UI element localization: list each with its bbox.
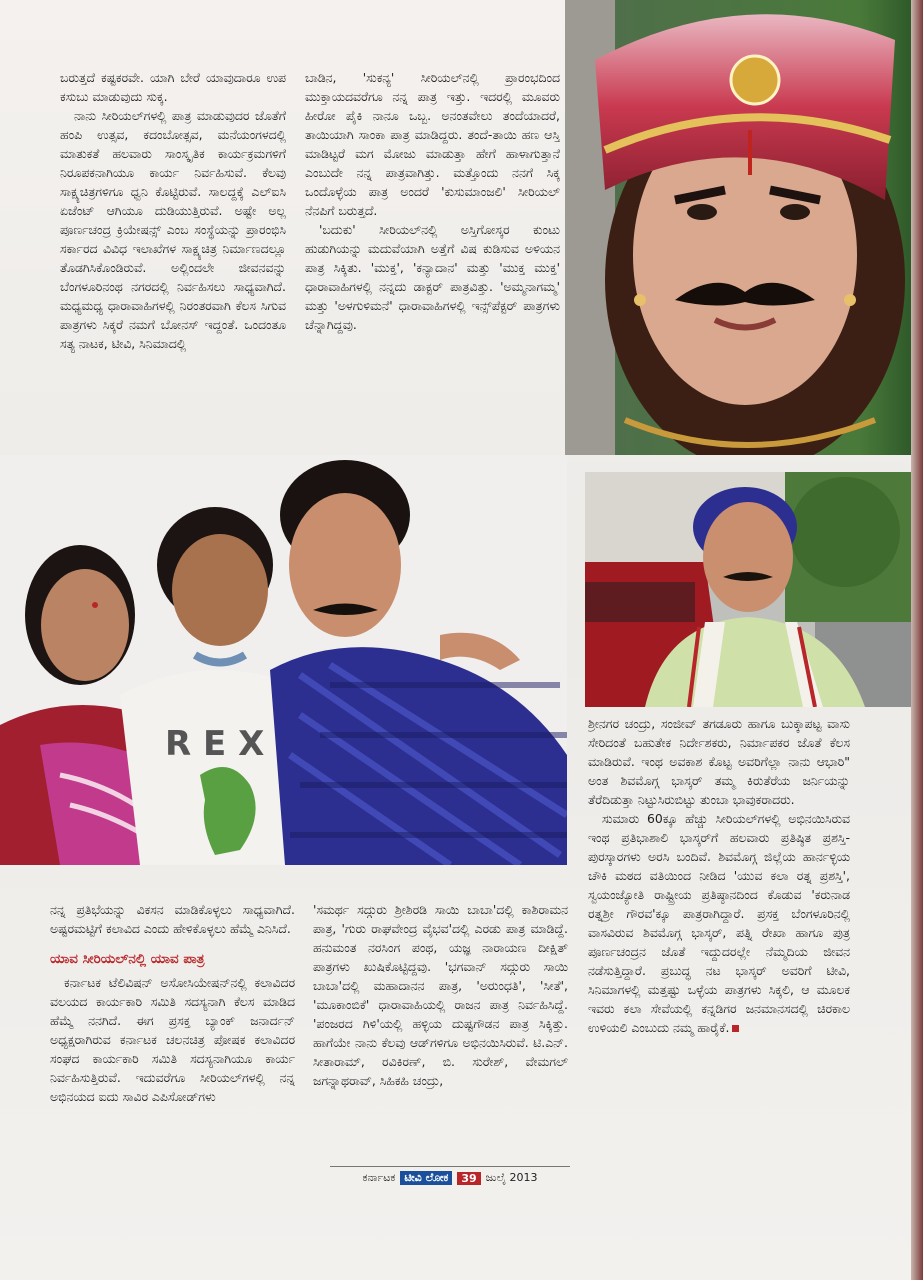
photo-actor-costume-illustration xyxy=(565,0,911,455)
footer-tv-text: ಟೀವಿ xyxy=(404,1171,422,1184)
paragraph: ಬಾಡಿನ, 'ಸುಕನ್ಯ' ಸೀರಿಯಲ್‌ನಲ್ಲಿ ಪ್ರಾರಂಭದಿಂದ ಮುಕ್ತಾಯದವರೆಗೂ ನನ್ನ ಪಾತ್ರ ಇತ್ತು. ಇದರಲ್ಲಿ ಮೂವರು ಹೀರೋ ಪೈಕಿ ನಾನೂ ಒಬ್ಬ. ಅನಂತವೇಲು ತಂದೆಯಾದರೆ, ತಾಯಿಯಾಗಿ ಸಾಂಕಾ ಪಾತ್ರ ಮಾಡಿದ್ದರು. ತಂದೆ-ತಾಯಿ ಹಣ ಆಸ್ತಿ ಮಾಡಿಟ್ಟರೆ ಮಗ ಮೋಜು ಮಾಡುತ್ತಾ ಹೇಗೆ ಹಾಳಾಗುತ್ತಾನೆ ಎಂಬುದೇ ನನ್ನ ಪಾತ್ರವಾಗಿತ್ತು. ಮತ್ತೊಂದು ನನಗೆ ಸಿಕ್ಕ ಒಂದೊಳ್ಳೆಯ ಪಾತ್ರ ಅಂದರೆ 'ಕುಸುಮಾಂಜಲಿ' ಸೀರಿಯಲ್ ನೆನಪಿಗೆ ಬರುತ್ತದೆ. xyxy=(305,70,560,218)
page-edge xyxy=(911,0,923,1280)
paragraph: ನನ್ನ ಪ್ರತಿಭೆಯನ್ನು ವಿಕಸನ ಮಾಡಿಕೊಳ್ಳಲು ಸಾಧ್ಯವಾಗಿದೆ. ಅಷ್ಟರಮಟ್ಟಿಗೆ ಕಲಾವಿದ ಎಂದು ಹೇಳಿಕೊಳ್ಳಲು ಹೆಮ್ಮೆ ಎನಿಸಿದೆ. xyxy=(50,902,295,936)
paragraph: 'ಬದುಕು' ಸೀರಿಯಲ್‌ನಲ್ಲಿ ಅಸ್ತಿಗೋಸ್ಕರ ಕುಂಟು ಹುಡುಗಿಯನ್ನು ಮದುವೆಯಾಗಿ ಅತ್ತೆಗೆ ವಿಷ ಕುಡಿಸುವ ಅಳಿಯನ ಪಾತ್ರ ಸಿಕ್ಕಿತು. 'ಮುಕ್ತ', 'ಕನ್ಯಾದಾನ' ಮತ್ತು 'ಮುಕ್ತ ಮುಕ್ತ' ಧಾರಾವಾಹಿಗಳಲ್ಲಿ ನನ್ನದು ಡಾಕ್ಟರ್ ಪಾತ್ರವಿತ್ತು. 'ಅಮ್ಮನಾಗಮ್ಮ' ಮತ್ತು 'ಅಳಗುಳಿಮನೆ' ಧಾರಾವಾಹಿಗಳಲ್ಲಿ ಇನ್ಸ್‌ಪೆಕ್ಟರ್ ಪಾತ್ರಗಳು ಚೆನ್ನಾಗಿದ್ದವು. xyxy=(305,222,560,332)
article-col2-top xyxy=(305,68,560,468)
footer-section-text: ಲೋಕ xyxy=(425,1171,449,1184)
paragraph-text: ಸುಮಾರು 60ಕ್ಕೂ ಹೆಚ್ಚು ಸೀರಿಯಲ್‌ಗಳಲ್ಲಿ ಅಭಿನಯಿಸಿರುವ ಇಂಥ ಪ್ರತಿಭಾಶಾಲಿ ಭಾಸ್ಕರ್‌ಗೆ ಹಲವಾರು ಪ್ರತಿಷ್ಠಿತ ಪ್ರಶಸ್ತಿ-ಪುರಸ್ಕಾರಗಳು ಅರಸಿ ಬಂದಿವೆ. ಶಿವಮೊಗ್ಗ ಜಿಲ್ಲೆಯ ಹಾರ್ನಳ್ಳಿಯ ಚೌಕಿ ಮಠದ ವತಿಯಿಂದ ನೀಡಿದ 'ಯುವ ಕಲಾ ರತ್ನ ಪ್ರಶಸ್ತಿ', ಸ್ವಯಂಜ್ಯೋತಿ ರಾಷ್ಟ್ರೀಯ ಪ್ರತಿಷ್ಠಾನದಿಂದ ಕೊಡುವ 'ಕರುನಾಡ ರತ್ನಶ್ರೀ ಗೌರವ'ಕ್ಕೂ ಪಾತ್ರರಾಗಿದ್ದಾರೆ. ಪ್ರಸಕ್ತ ಬೆಂಗಳೂರಿನಲ್ಲಿ ವಾಸವಿರುವ ಶಿವಮೊಗ್ಗ ಭಾಸ್ಕರ್, ಪತ್ನಿ ರೇಖಾ ಹಾಗೂ ಪುತ್ರ ಪೂರ್ಣಚಂದ್ರನ ಜೊತೆ ಇದ್ದುದರಲ್ಲೇ ನೆಮ್ಮದಿಯ ಜೀವನ ನಡೆಸುತ್ತಿದ್ದಾರೆ. ಪ್ರಬುದ್ಧ ನಟ ಭಾಸ್ಕರ್ ಅವರಿಗೆ ಟೀವಿ, ಸಿನಿಮಾಗಳಲ್ಲಿ ಮತ್ತಷ್ಟು ಒಳ್ಳೆಯ ಪಾತ್ರಗಳು ಸಿಕ್ಕಲಿ, ಆ ಮೂಲಕ ಇವರು ಕಲಾ ಸೇವೆಯಲ್ಲಿ ಕನ್ನಡಿಗರ ಜನಮಾನಸದಲ್ಲಿ ಚಿರಕಾಲ ಉಳಿಯಲಿ ಎಂಬುದು ನಮ್ಮ ಹಾರೈಕೆ. xyxy=(588,811,850,1035)
footer-magazine-name: ಕರ್ನಾಟಕ xyxy=(362,1171,396,1184)
photo-actor-outdoor-illustration xyxy=(585,472,911,707)
paragraph xyxy=(588,809,850,1037)
photo-family-illustration xyxy=(0,455,567,865)
photo-family xyxy=(0,455,567,865)
paragraph: ಬರುತ್ತದೆ ಕಷ್ಟಕರವೇ. ಯಾಗಿ ಬೇರೆ ಯಾವುದಾರೂ ಉಪ ಕಸುಬು ಮಾಡುವುದು ಸುಕ್ಕ. xyxy=(60,70,286,104)
shirt-print-text: R E X xyxy=(165,724,265,764)
photo-actor-costume xyxy=(565,0,911,455)
section-heading: ಯಾವ ಸೀರಿಯಲ್‌ನಲ್ಲಿ ಯಾವ ಪಾತ್ರ xyxy=(50,951,205,967)
photo-actor-outdoor xyxy=(585,472,911,707)
paragraph: ಕರ್ನಾಟಕ ಟೆಲಿವಿಷನ್ ಅಸೋಸಿಯೇಷನ್‌ನಲ್ಲಿ ಕಲಾವಿದರ ವಲಯದ ಕಾರ್ಯಕಾರಿ ಸಮಿತಿ ಸದಸ್ಯನಾಗಿ ಕೆಲಸ ಮಾಡಿದ ಹೆಮ್ಮೆ ನನಗಿದೆ. ಈಗ ಪ್ರಸಕ್ತ ಬ್ಯಾಂಕ್ ಜನಾರ್ದನ್ ಅಧ್ಯಕ್ಷರಾಗಿರುವ ಕರ್ನಾಟಕ ಚಲನಚಿತ್ರ ಪೋಷಕ ಕಲಾವಿದರ ಸಂಘದ ಕಾರ್ಯಕಾರಿ ಸಮಿತಿ ಸದಸ್ಯನಾಗಿಯೂ ಕಾರ್ಯ ನಿರ್ವಹಿಸುತ್ತಿರುವೆ. ಇದುವರೆಗೂ ಸೀರಿಯಲ್‌ಗಳಲ್ಲಿ ನನ್ನ ಅಭಿನಯದ ಐದು ಸಾವಿರ ಎಪಿಸೋಡ್‌ಗಳು xyxy=(50,975,295,1104)
paragraph: ಶ್ರೀನಗರ ಚಂದ್ರು, ಸಂಜೀವ್ ತಗಡೂರು ಹಾಗೂ ಬುಕ್ಕಾಪಟ್ಟ ವಾಸು ಸೇರಿದಂತೆ ಬಹುತೇಕ ನಿರ್ದೇಶಕರು, ನಿರ್ಮಾಪಕರ ಜೊತೆ ಕೆಲಸ ಮಾಡಿರುವೆ. ಇಂಥ ಅವಕಾಶ ಕೊಟ್ಟ ಅವರಿಗೆಲ್ಲಾ ನಾನು ಆಭಾರಿ" ಅಂತ ಶಿವಮೊಗ್ಗ ಭಾಸ್ಕರ್ ತಮ್ಮ ಕಿರುತೆರೆಯ ಜರ್ನಿಯನ್ನು ತೆರೆದಿಡುತ್ತಾ ನಿಟ್ಟುಸಿರುಬಿಟ್ಟು ತುಂಬಾ ಭಾವುಕರಾದರು. xyxy=(588,716,850,807)
footer-date: ಜುಲೈ 2013 xyxy=(485,1171,538,1184)
article-col2-bottom xyxy=(313,900,568,1162)
article-col1-bottom xyxy=(50,900,295,1162)
page-number: 39 xyxy=(457,1172,480,1185)
article-col1-top xyxy=(60,68,286,468)
paragraph: ನಾನು ಸೀರಿಯಲ್‌ಗಳಲ್ಲಿ ಪಾತ್ರ ಮಾಡುವುದರ ಜೊತೆಗೆ ಹಂಪಿ ಉತ್ಸವ, ಕದಂಬೋತ್ಸವ, ಮನೆಯಂಗಳದಲ್ಲಿ ಮಾತುಕತೆ ಹಲವಾರು ಸಾಂಸ್ಕೃತಿಕ ಕಾರ್ಯಕ್ರಮಗಳಿಗೆ ನಿರೂಪಕನಾಗಿಯೂ ಕಾರ್ಯ ನಿರ್ವಹಿಸುವೆ. ಕೆಲವು ಸಾಕ್ಷ್ಯಚಿತ್ರಗಳಿಗೂ ಧ್ವನಿ ಕೊಟ್ಟಿರುವೆ. ಸಾಲದ್ದಕ್ಕೆ ಎಲ್‌ಐಸಿ ಏಜೆಂಟ್ ಆಗಿಯೂ ದುಡಿಯುತ್ತಿರುವೆ. ಅಷ್ಟೇ ಅಲ್ಲ ಪೂರ್ಣಚಂದ್ರ ಕ್ರಿಯೇಷನ್ಸ್ ಎಂಬ ಸಂಸ್ಥೆಯನ್ನು ಪ್ರಾರಂಭಿಸಿ ಸರ್ಕಾರದ ವಿವಿಧ ಇಲಾಖೆಗಳ ಸಾಕ್ಷ್ಯಚಿತ್ರ ನಿರ್ಮಾಣದಲ್ಲೂ ತೊಡಗಿಸಿಕೊಂಡಿರುವೆ. ಅಲ್ಲಿಂದಲೇ ಜೀವನವನ್ನು ಬೆಂಗಳೂರಿನಂಥ ನಗರದಲ್ಲಿ ನಿರ್ವಹಿಸಲು ಸಾಧ್ಯವಾಗಿದೆ. ಮಧ್ಯಮಧ್ಯ ಧಾರಾವಾಹಿಗಳಲ್ಲಿ ನಿರಂತರವಾಗಿ ಕೆಲಸ ಸಿಗುವ ಪಾತ್ರಗಳು ಸಿಕ್ಕರೆ ನಮಗೆ ಬೋನಸ್ ಇದ್ದಂತೆ. ಒಂದಂತೂ ಸತ್ಯ ನಾಟಕ, ಟೀವಿ, ಸಿನಿಮಾದಲ್ಲಿ xyxy=(60,108,286,351)
footer-tv-label xyxy=(400,1171,452,1185)
article-col3-mid xyxy=(588,714,850,1164)
paragraph: 'ಸಮರ್ಥ ಸದ್ಗುರು ಶ್ರೀಶಿರಡಿ ಸಾಯಿ ಬಾಬಾ'ದಲ್ಲಿ ಕಾಶಿರಾಮನ ಪಾತ್ರ, 'ಗುರು ರಾಘವೇಂದ್ರ ವೈಭವ'ದಲ್ಲಿ ಎರಡು ಪಾತ್ರ ಮಾಡಿದ್ದೆ. ಹನುಮಂತ ನರಸಿಂಗ ಪಂಥ, ಯಜ್ಞ ನಾರಾಯಣ ದೀಕ್ಷಿತ್ ಪಾತ್ರಗಳು ಖುಷಿಕೊಟ್ಟಿದ್ದವು. 'ಭಗವಾನ್ ಸದ್ಗುರು ಸಾಯಿ ಬಾಬಾ'ದಲ್ಲಿ ಮಹಾದಾನನ ಪಾತ್ರ, 'ಅರುಂಧತಿ', 'ಸೀತೆ', 'ಮೂಕಾಂಬಿಕೆ' ಧಾರಾವಾಹಿಯಲ್ಲಿ ರಾಜನ ಪಾತ್ರ ನಿರ್ವಹಿಸಿದ್ದೆ. 'ಪಂಜರದ ಗಿಳಿ'ಯಲ್ಲಿ ಹಳ್ಳಿಯ ದುಷ್ಟಗೌಡನ ಪಾತ್ರ ಸಿಕ್ಕಿತ್ತು. ಹಾಗೆಯೇ ನಾನು ಕೆಲವು ಆಡ್‌ಗಳಿಗೂ ಅಭಿನಯಿಸಿರುವೆ. ಟಿ.ಎನ್. ಸೀತಾರಾಮ್, ರವಿಕಿರಣ್, ಬಿ. ಸುರೇಶ್, ವೇಮಗಲ್ ಜಗನ್ನಾಥರಾವ್, ಸಿಹಿಕಹಿ ಚಂದ್ರು, xyxy=(313,902,568,1088)
end-mark-icon xyxy=(732,1025,739,1032)
page-footer xyxy=(330,1166,570,1189)
